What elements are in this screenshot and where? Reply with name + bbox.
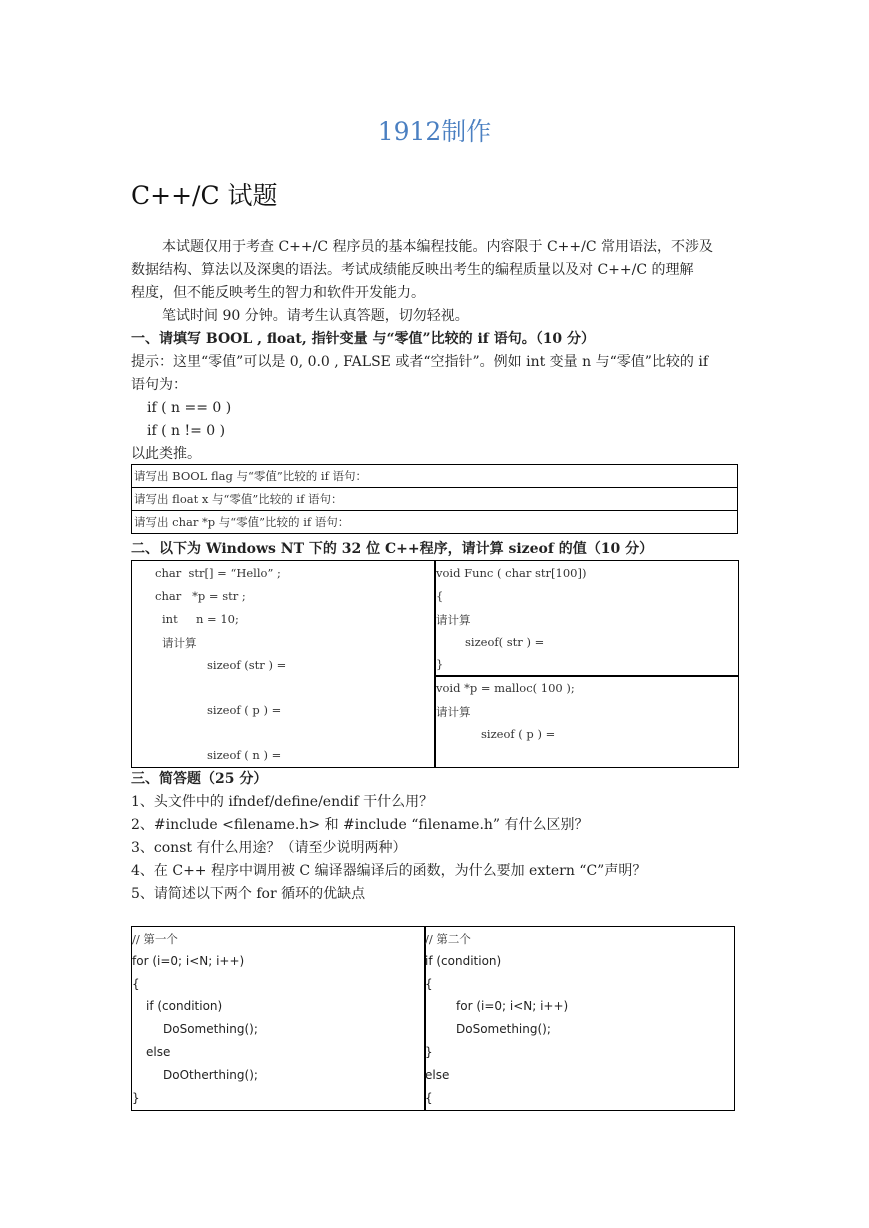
q1-code-line-2: if ( n != 0 )	[147, 423, 226, 439]
intro-line-3: 程度，但不能反映考生的智力和软件开发能力。	[131, 285, 425, 301]
q5-left-line: else	[146, 1045, 171, 1059]
intro-line-1: 本试题仅用于考查 C++/C 程序员的基本编程技能。内容限于 C++/C 常用语法，不涉及	[162, 239, 714, 255]
q1-heading: 一、请填写 BOOL , float, 指针变量 与“零值”比较的 if 语句。（10 分）	[131, 331, 596, 347]
q2-right-bottom-line: sizeof ( p ) =	[481, 727, 556, 741]
q2-right-top-line: void Func ( char str[100])	[436, 566, 587, 580]
q5-left-line: }	[132, 1091, 140, 1105]
q5-right-line: }	[425, 1045, 433, 1059]
q5-left-line: if (condition)	[146, 999, 223, 1013]
q2-right-bottom-line: 请计算	[436, 705, 471, 719]
q2-left-line: sizeof ( n ) =	[207, 748, 282, 762]
q3-item: 2、#include <filename.h> 和 #include “filename.h” 有什么区别？	[131, 817, 589, 833]
q5-right-line: // 第二个	[425, 932, 471, 946]
q5-right-line: else	[425, 1068, 450, 1082]
table-row	[132, 511, 738, 534]
q1-answer-table	[131, 464, 738, 534]
q2-right-top-line: 请计算	[436, 613, 471, 627]
q1-row-float[interactable]: 请写出 float x 与“零值”比较的 if 语句：	[132, 488, 738, 511]
q5-left-line: for (i=0; i<N; i++)	[132, 954, 245, 968]
q5-right-line: for (i=0; i<N; i++)	[456, 999, 569, 1013]
q2-right-top-line: sizeof( str ) =	[465, 635, 545, 649]
q5-right-line: {	[425, 1091, 433, 1105]
q5-left-line: // 第一个	[132, 932, 178, 946]
q5-right-line: if (condition)	[425, 954, 502, 968]
q2-left-line: sizeof ( p ) =	[207, 703, 282, 717]
q5-left-line: DoOtherthing();	[163, 1068, 258, 1082]
q1-etc: 以此类推。	[131, 446, 201, 462]
q5-left-line: DoSomething();	[163, 1022, 258, 1036]
q2-right-top-line: }	[436, 657, 444, 671]
q3-item: 5、请简述以下两个 for 循环的优缺点	[131, 886, 366, 902]
q2-right-top-line: {	[436, 589, 444, 603]
q1-row-bool[interactable]: 请写出 BOOL flag 与“零值”比较的 if 语句：	[132, 465, 738, 488]
q3-heading: 三、简答题（25 分）	[131, 771, 268, 787]
q3-item: 1、头文件中的 ifndef/define/endif 干什么用？	[131, 794, 434, 810]
q2-heading: 二、以下为 Windows NT 下的 32 位 C++程序，请计算 sizeof 的值（10 分）	[131, 541, 654, 557]
q1-hint-line-2: 语句为：	[131, 377, 187, 393]
q2-left-line: 请计算	[162, 636, 197, 650]
q2-right-bottom-line: void *p = malloc( 100 );	[436, 681, 575, 695]
intro-line-4: 笔试时间 90 分钟。请考生认真答题，切勿轻视。	[162, 308, 469, 324]
q3-item: 4、在 C++ 程序中调用被 C 编译器编译后的函数，为什么要加 extern “C”声明？	[131, 863, 647, 879]
table-row	[132, 465, 738, 488]
q2-left-line: sizeof (str ) =	[207, 658, 287, 672]
document-title: 1912制作	[377, 117, 492, 146]
q2-left-line: int n = 10;	[162, 612, 239, 626]
q1-row-pointer[interactable]: 请写出 char *p 与“零值”比较的 if 语句：	[132, 511, 738, 534]
q1-hint-line-1: 提示：这里“零值”可以是 0, 0.0 , FALSE 或者“空指针”。例如 int 变量 n 与“零值”比较的 if	[131, 354, 709, 370]
q5-right-line: {	[425, 977, 433, 991]
q3-item: 3、const 有什么用途？（请至少说明两种）	[131, 840, 407, 856]
q2-left-line: char str[] = “Hello” ;	[155, 566, 281, 580]
q1-code-line-1: if ( n == 0 )	[147, 400, 232, 416]
exam-title: C++/C 试题	[131, 181, 278, 210]
intro-line-2: 数据结构、算法以及深奥的语法。考试成绩能反映出考生的编程质量以及对 C++/C 的理解	[131, 262, 694, 278]
table-row	[132, 488, 738, 511]
q5-right-line: DoSomething();	[456, 1022, 551, 1036]
q5-left-line: {	[132, 977, 140, 991]
q2-left-line: char *p = str ;	[155, 589, 246, 603]
